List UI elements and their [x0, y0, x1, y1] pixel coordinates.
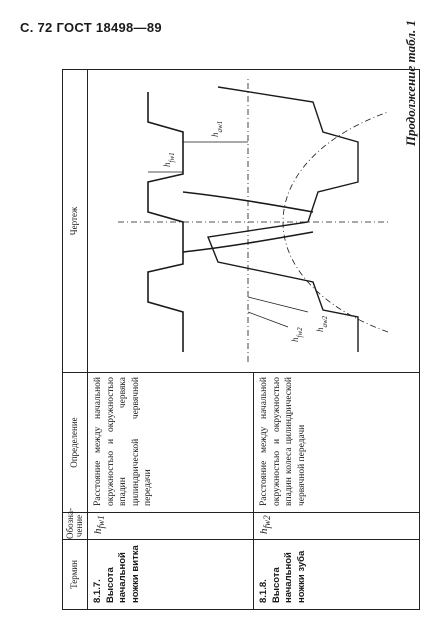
symbol-text: $h_{fw2}$ — [258, 515, 273, 534]
term-cell — [254, 540, 420, 610]
dim-line-3 — [248, 312, 288, 327]
gear-tooth-drawing — [88, 69, 418, 372]
definition-cell — [254, 373, 420, 513]
definition-text: Расстояние между начальной окружностью и окружностью впадин червяка цилиндрической червячной передачи — [93, 377, 153, 506]
page-header: С. 72 ГОСТ 18498—89 — [20, 20, 162, 35]
header-symbol: Обозна- чение — [63, 513, 88, 540]
label-hfw2: $h_{fw2}$ — [290, 327, 304, 342]
continuation-note: Продолжение табл. 1 — [403, 20, 418, 147]
drawing-cell — [88, 70, 420, 373]
definition-text: Расстояние между начальной окружностью и окружностью впадин колеса цилиндрической червячной передачи — [259, 377, 307, 506]
label-haw1: $h_{aw1}$ — [210, 120, 224, 137]
wheel-tooth-profile — [208, 87, 358, 352]
definition-cell — [88, 373, 254, 513]
label-haw2: $h_{aw2}$ — [315, 315, 329, 332]
symbol-cell — [88, 513, 254, 540]
label-hfw1: $h_{fw1}$ — [162, 152, 176, 167]
term-cell — [88, 540, 254, 610]
header-definition: Определение — [63, 373, 88, 513]
term-text: 8.1.7. Высота начальной ножки витка — [92, 545, 141, 603]
table-header-row — [63, 70, 88, 610]
term-text: 8.1.8. Высота начальной ножки зуба — [258, 550, 307, 603]
dim-line-4 — [248, 297, 308, 312]
table-row — [88, 70, 254, 610]
symbol-text: $h_{fw1}$ — [92, 515, 107, 534]
symbol-cell — [254, 513, 420, 540]
header-drawing: Чертеж — [63, 70, 88, 373]
terms-table — [62, 69, 420, 610]
header-term: Термин — [63, 540, 88, 610]
